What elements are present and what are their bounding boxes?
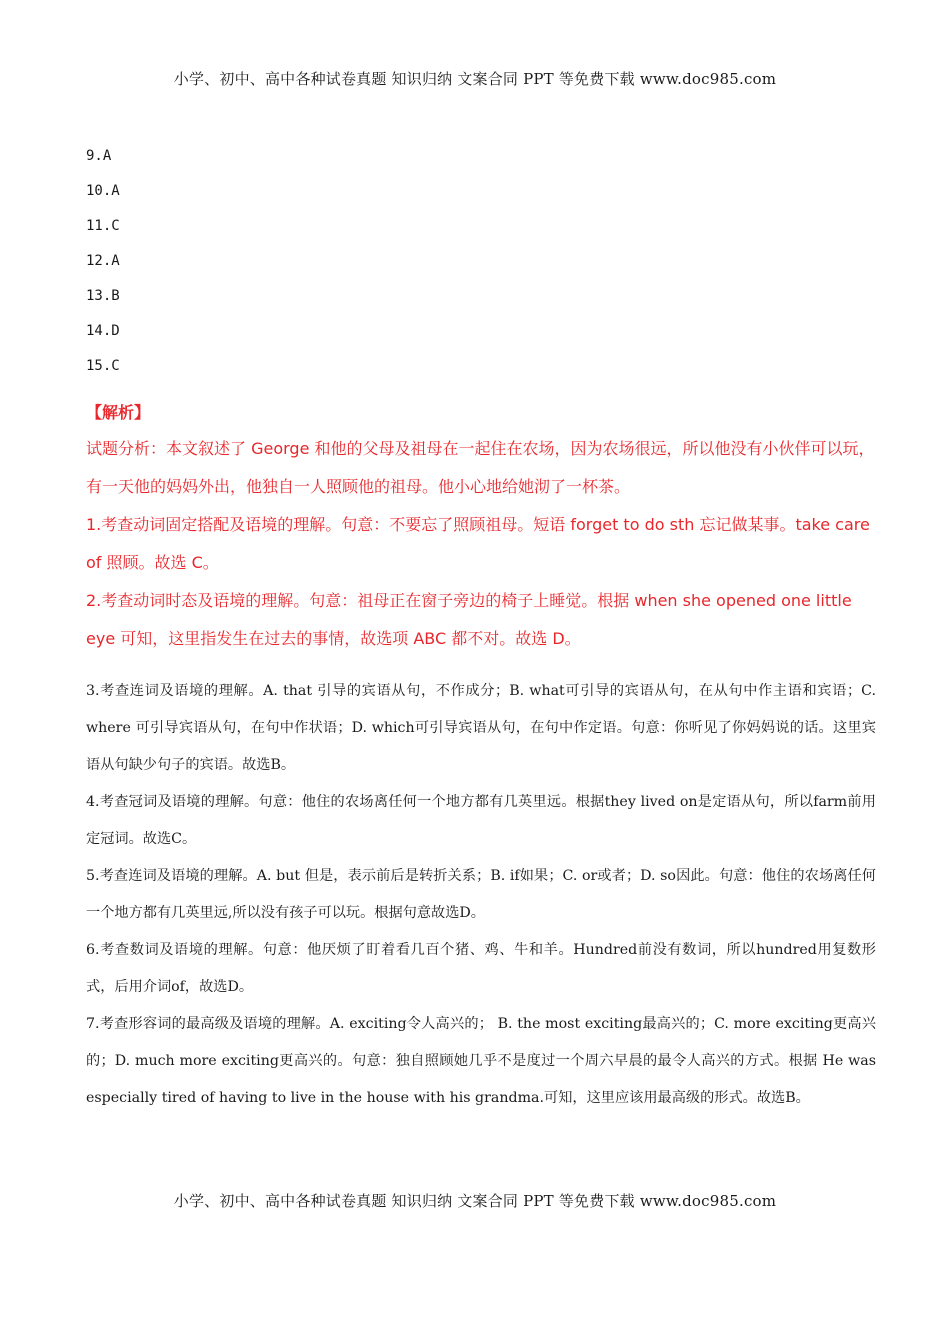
analysis-item-3: 3.考查连词及语境的理解。A. that 引导的宾语从句，不作成分；B. what可引导的宾语从句，在从句中作主语和宾语；C. where 可引导宾语从句，在句中作状语；D. which可引导宾语从句，在句中作定语。句意：你听见了你妈妈说的话。这里宾语从句缺少句子的宾语。故选B。: [86, 683, 876, 773]
page-header: 小学、初中、高中各种试卷真题 知识归纳 文案合同 PPT 等免费下载 www.doc985.com: [173, 70, 777, 88]
analysis-heading: 【解析】: [86, 403, 151, 422]
analysis-item-2: 2.考查动词时态及语境的理解。句意：祖母正在窗子旁边的椅子上睡觉。根据 when she opened one little eye 可知，这里指发生在过去的事情，故选项 ABC 都不对。故选 D。: [86, 591, 852, 648]
answer-item: 15.C: [86, 358, 120, 374]
answer-item: 11.C: [86, 218, 120, 234]
answer-item: 14.D: [86, 323, 120, 339]
analysis-red-block: [86, 430, 876, 658]
analysis-item-6: 6.考查数词及语境的理解。句意：他厌烦了盯着看几百个猪、鸡、牛和羊。Hundred前没有数词，所以hundred用复数形式，后用介词of，故选D。: [86, 942, 876, 995]
page-footer: 小学、初中、高中各种试卷真题 知识归纳 文案合同 PPT 等免费下载 www.doc985.com: [173, 1192, 777, 1210]
analysis-item-7: 7.考查形容词的最高级及语境的理解。A. exciting令人高兴的； B. the most exciting最高兴的；C. more exciting更高兴的；D. much more exciting更高兴的。句意：独自照顾她几乎不是度过一个周六早晨的最令人高兴的方式。根据 He was especially tired of having to live in the house with his grandma.可知，这里应该用最高级的形式。故选B。: [86, 1016, 876, 1106]
analysis-item-1: 1.考查动词固定搭配及语境的理解。句意：不要忘了照顾祖母。短语 forget to do sth 忘记做某事。take care of 照顾。故选 C。: [86, 515, 870, 572]
answer-item: 13.B: [86, 288, 120, 304]
answer-list: [86, 145, 120, 390]
answer-item: 12.A: [86, 253, 120, 269]
analysis-item-5: 5.考查连词及语境的理解。A. but 但是，表示前后是转折关系；B. if如果；C. or或者；D. so因此。句意：他住的农场离任何一个地方都有几英里远,所以没有孩子可以玩。根据句意故选D。: [86, 868, 876, 921]
analysis-item-4: 4.考查冠词及语境的理解。句意：他住的农场离任何一个地方都有几英里远。根据they lived on是定语从句，所以farm前用定冠词。故选C。: [86, 794, 876, 847]
analysis-summary: 试题分析：本文叙述了 George 和他的父母及祖母在一起住在农场，因为农场很远，所以他没有小伙伴可以玩，有一天他的妈妈外出，他独自一人照顾他的祖母。他小心地给她沏了一杯茶。: [86, 439, 875, 496]
analysis-black-block: [86, 673, 876, 1117]
answer-item: 10.A: [86, 183, 120, 199]
answer-item: 9.A: [86, 148, 112, 164]
